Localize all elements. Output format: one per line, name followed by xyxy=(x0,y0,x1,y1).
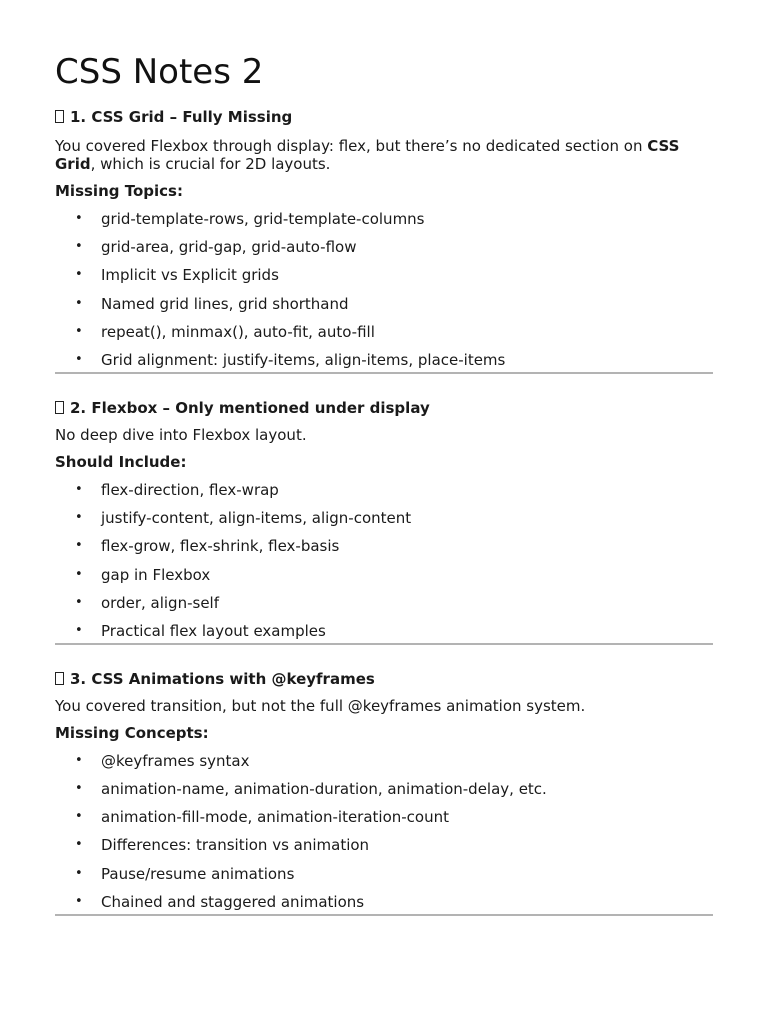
bullet-icon: • xyxy=(75,351,83,367)
section-subheading: Should Include: xyxy=(55,452,187,471)
topic-list xyxy=(55,751,713,914)
section-css-animations xyxy=(55,669,713,916)
missing-glyph-icon xyxy=(55,110,64,123)
list-item-text: grid-area, grid-gap, grid-auto-flow xyxy=(101,238,357,257)
bullet-icon: • xyxy=(75,865,83,881)
bullet-icon: • xyxy=(75,510,83,526)
list-item-text: Pause/resume animations xyxy=(101,864,295,883)
list-item xyxy=(55,322,713,350)
list-item xyxy=(55,593,713,621)
section-intro: No deep dive into Flexbox layout. xyxy=(55,425,307,444)
list-item-text: flex-grow, flex-shrink, flex-basis xyxy=(101,537,340,556)
section-intro: You covered transition, but not the full @keyframes animation system. xyxy=(55,696,586,715)
list-item-text: grid-template-rows, grid-template-columns xyxy=(101,210,425,228)
list-item-text: flex-direction, flex-wrap xyxy=(101,480,279,499)
section-heading xyxy=(55,669,713,689)
list-item-text: Implicit vs Explicit grids xyxy=(101,266,279,285)
list-item xyxy=(55,508,713,536)
section-flexbox xyxy=(55,398,713,645)
missing-glyph-icon xyxy=(55,401,64,414)
list-item xyxy=(55,350,713,372)
list-item-text: gap in Flexbox xyxy=(101,565,211,584)
bullet-icon: • xyxy=(75,893,83,909)
list-item xyxy=(55,751,713,779)
intro-text: You covered Flexbox through display: flex, but there’s no dedicated section on xyxy=(55,137,648,155)
section-heading-text: 2. Flexbox – Only mentioned under display xyxy=(70,398,430,417)
bullet-icon: • xyxy=(75,622,83,638)
list-item-text: order, align-self xyxy=(101,593,219,612)
bullet-icon: • xyxy=(75,481,83,497)
section-heading xyxy=(55,398,713,418)
bullet-icon: • xyxy=(75,323,83,339)
bullet-icon: • xyxy=(75,809,83,825)
section-heading-text: 3. CSS Animations with @keyframes xyxy=(70,669,375,688)
section-divider xyxy=(55,643,713,645)
section-divider xyxy=(55,372,713,374)
list-item xyxy=(55,294,713,322)
list-item xyxy=(55,807,713,835)
bullet-icon: • xyxy=(75,211,83,226)
section-subheading: Missing Topics: xyxy=(55,182,183,200)
list-item xyxy=(55,480,713,508)
section-heading-text: 1. CSS Grid – Fully Missing xyxy=(70,108,293,126)
list-item-text: Differences: transition vs animation xyxy=(101,836,370,855)
topic-list xyxy=(55,209,713,372)
bullet-icon: • xyxy=(75,594,83,610)
bullet-icon: • xyxy=(75,781,83,797)
list-item xyxy=(55,621,713,643)
topic-list xyxy=(55,480,713,643)
bullet-icon: • xyxy=(75,538,83,554)
list-item-text: Grid alignment: justify-items, align-items, place-items xyxy=(101,350,506,369)
bullet-icon: • xyxy=(75,267,83,283)
list-item-text: Practical flex layout examples xyxy=(101,621,326,640)
section-subheading: Missing Concepts: xyxy=(55,723,209,742)
list-item-text: repeat(), minmax(), auto-fit, auto-fill xyxy=(101,322,375,341)
bullet-icon: • xyxy=(75,566,83,582)
list-item xyxy=(55,237,713,265)
list-item-text: animation-fill-mode, animation-iteration-count xyxy=(101,808,450,827)
missing-glyph-icon xyxy=(55,672,64,685)
list-item-text: animation-name, animation-duration, animation-delay, etc. xyxy=(101,780,547,799)
list-item xyxy=(55,565,713,593)
list-item xyxy=(55,536,713,564)
list-item xyxy=(55,265,713,293)
intro-bold-text: CSS Grid xyxy=(55,137,680,173)
list-item-text: Chained and staggered animations xyxy=(101,892,365,911)
list-item-text: Named grid lines, grid shorthand xyxy=(101,294,349,313)
bullet-icon: • xyxy=(75,752,83,768)
list-item xyxy=(55,892,713,914)
page-title: CSS Notes 2 xyxy=(55,52,264,92)
list-item-text: @keyframes syntax xyxy=(101,751,250,770)
bullet-icon: • xyxy=(75,239,83,255)
section-divider xyxy=(55,914,713,916)
section-heading xyxy=(55,107,713,127)
section-intro xyxy=(55,137,713,173)
intro-text-end: , which is crucial for 2D layouts. xyxy=(90,155,331,173)
list-item xyxy=(55,864,713,892)
list-item xyxy=(55,835,713,863)
bullet-icon: • xyxy=(75,295,83,311)
list-item-text: justify-content, align-items, align-content xyxy=(101,509,412,528)
list-item xyxy=(55,209,713,237)
list-item xyxy=(55,779,713,807)
bullet-icon: • xyxy=(75,837,83,853)
section-css-grid xyxy=(55,107,713,374)
